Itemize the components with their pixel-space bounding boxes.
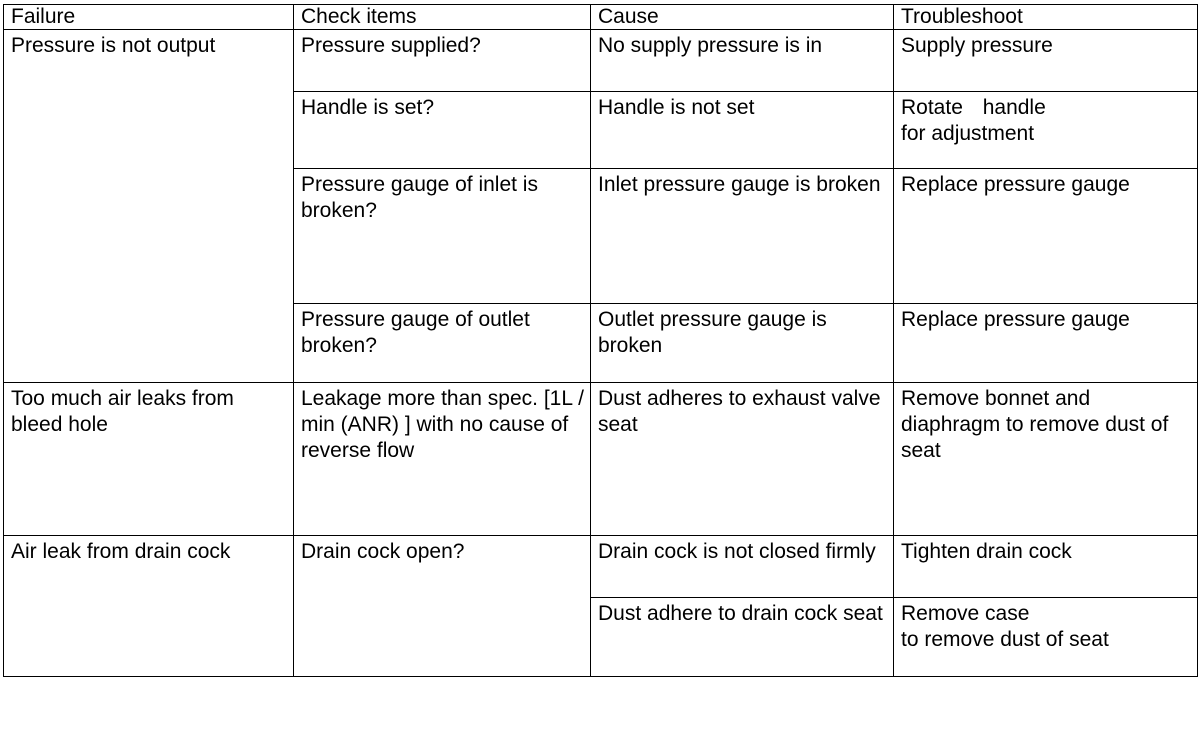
- troubleshoot-cell: Tighten drain cock: [894, 536, 1198, 598]
- header-cause: Cause: [591, 5, 894, 30]
- check-cell: Leakage more than spec. [1L / min (ANR) ] with no cause of reverse flow: [294, 383, 591, 536]
- cause-cell: No supply pressure is in: [591, 30, 894, 92]
- cause-cell: Drain cock is not closed firmly: [591, 536, 894, 598]
- troubleshooting-table: [3, 4, 1198, 677]
- table-row: [4, 30, 1198, 92]
- troubleshoot-cell: [894, 598, 1198, 677]
- cause-cell: Outlet pressure gauge is broken: [591, 304, 894, 383]
- header-check-items: Check items: [294, 5, 591, 30]
- troubleshoot-line: to remove dust of seat: [901, 628, 1109, 651]
- troubleshoot-cell: [894, 92, 1198, 169]
- table-row: [4, 536, 1198, 598]
- check-cell: Pressure gauge of inlet is broken?: [294, 169, 591, 304]
- cause-cell: Inlet pressure gauge is broken: [591, 169, 894, 304]
- cause-cell: Handle is not set: [591, 92, 894, 169]
- troubleshoot-line: for adjustment: [901, 122, 1035, 145]
- check-cell: Handle is set?: [294, 92, 591, 169]
- cause-cell: Dust adhere to drain cock seat: [591, 598, 894, 677]
- troubleshoot-line: Remove case: [901, 602, 1030, 625]
- troubleshoot-cell: Supply pressure: [894, 30, 1198, 92]
- failure-cell: Too much air leaks from bleed hole: [4, 383, 294, 536]
- troubleshoot-cell: Remove bonnet and diaphragm to remove dust of seat: [894, 383, 1198, 536]
- check-cell: Pressure gauge of outlet broken?: [294, 304, 591, 383]
- troubleshoot-line: Rotate handle: [901, 96, 1046, 119]
- header-failure: Failure: [4, 5, 294, 30]
- troubleshoot-cell: Replace pressure gauge: [894, 304, 1198, 383]
- header-troubleshoot: Troubleshoot: [894, 5, 1198, 30]
- failure-cell: Air leak from drain cock: [4, 536, 294, 677]
- check-cell: Pressure supplied?: [294, 30, 591, 92]
- header-row: [4, 5, 1198, 30]
- failure-cell: Pressure is not output: [4, 30, 294, 383]
- cause-cell: Dust adheres to exhaust valve seat: [591, 383, 894, 536]
- troubleshoot-cell: Replace pressure gauge: [894, 169, 1198, 304]
- check-cell: Drain cock open?: [294, 536, 591, 677]
- table-row: [4, 383, 1198, 536]
